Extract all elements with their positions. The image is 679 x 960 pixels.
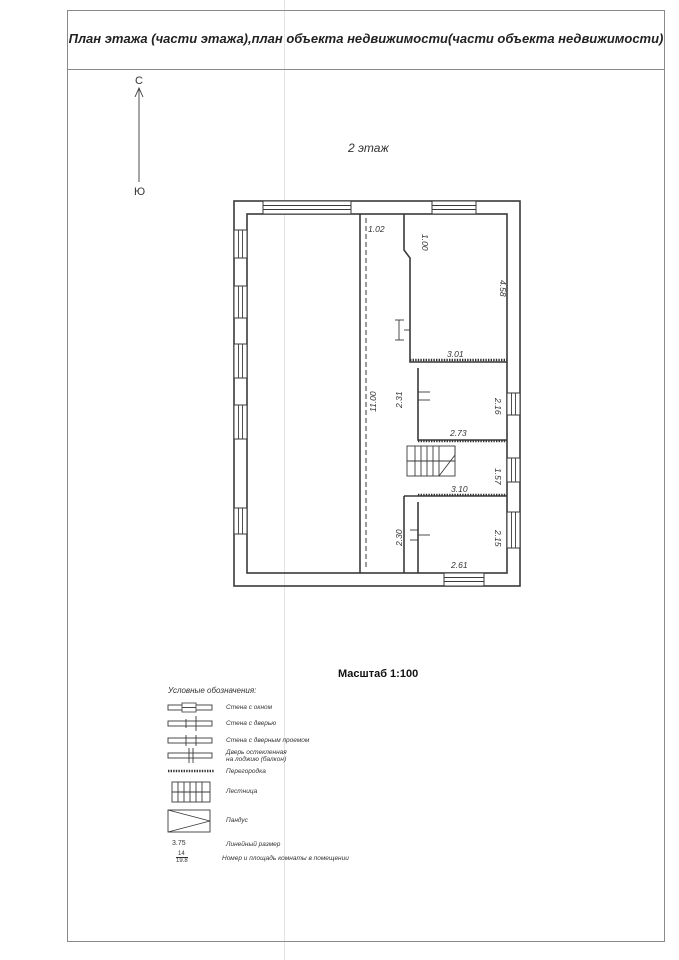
dim-1-02: 1.02 (368, 224, 385, 234)
legend-title: Условные обозначения: (168, 686, 257, 695)
staircase (407, 446, 455, 476)
dim-2-16: 2.16 (493, 398, 503, 415)
legend-doorway-wall-icon (168, 738, 212, 743)
legend-label-ramp: Пандус (226, 817, 248, 824)
room-upper-wall (404, 214, 507, 362)
compass-south: Ю (134, 186, 146, 198)
window-right-3 (507, 512, 520, 548)
windows-right (507, 393, 520, 548)
legend-label-room: Номер и площадь комнаты в помещении (222, 855, 349, 862)
dimension-labels (368, 224, 508, 570)
legend-label-window-wall: Стена с окном (226, 704, 273, 711)
scale-label: Масштаб 1:100 (338, 668, 419, 680)
legend-label-doorway-wall: Стена с дверным проемом (226, 737, 310, 744)
dim-3-10: 3.10 (451, 484, 468, 494)
compass (134, 75, 145, 198)
legend-door-wall-icon (168, 721, 212, 726)
legend-label-door-wall: Стена с дверью (226, 720, 277, 727)
windows-left (234, 230, 247, 534)
window-left-3 (234, 344, 247, 378)
legend-label-glazed-door: Дверь остекленная на лоджию (балкон) (226, 749, 287, 763)
window-bottom (444, 573, 484, 586)
legend-stairs-icon (172, 782, 210, 802)
dim-2-15: 2.15 (493, 530, 503, 547)
window-right-1 (507, 393, 520, 415)
hall-partition (360, 214, 366, 573)
legend-linear-sample: 3.75 (172, 840, 186, 847)
dim-3-01: 3.01 (447, 349, 464, 359)
dim-2-30: 2.30 (394, 529, 404, 546)
right-rooms (395, 214, 507, 573)
legend-label-stairs: Лестница (226, 788, 258, 795)
dim-2-31: 2.31 (394, 391, 404, 408)
windows-top (263, 201, 476, 214)
dim-4-58: 4.58 (498, 280, 508, 297)
window-right-2 (507, 458, 520, 482)
legend-symbols (168, 703, 214, 832)
window-left-5 (234, 508, 247, 534)
legend-room-area: 19.8 (176, 858, 188, 864)
window-left-2 (234, 286, 247, 318)
legend-room-number: 14 (178, 851, 185, 857)
legend-label-linear: Линейный размер (226, 841, 281, 848)
sheet-title: План этажа (части этажа),план объекта недвижимости(части объекта недвижимости) (68, 31, 664, 46)
floor-label: 2 этаж (348, 141, 389, 155)
dim-1-00: 1.00 (420, 234, 430, 251)
dim-11-00: 11.00 (368, 391, 378, 412)
window-left-4 (234, 405, 247, 439)
window-top-right (432, 201, 476, 214)
legend-label-partition: Перегородка (226, 768, 266, 775)
legend-glazed-door-icon (168, 753, 212, 758)
dim-1-57: 1.57 (493, 468, 503, 485)
window-top-left (263, 201, 351, 214)
dim-2-73: 2.73 (450, 428, 467, 438)
compass-north: С (135, 75, 143, 87)
legend-ramp-icon (168, 810, 210, 832)
window-left-1 (234, 230, 247, 258)
dim-2-61: 2.61 (451, 560, 468, 570)
